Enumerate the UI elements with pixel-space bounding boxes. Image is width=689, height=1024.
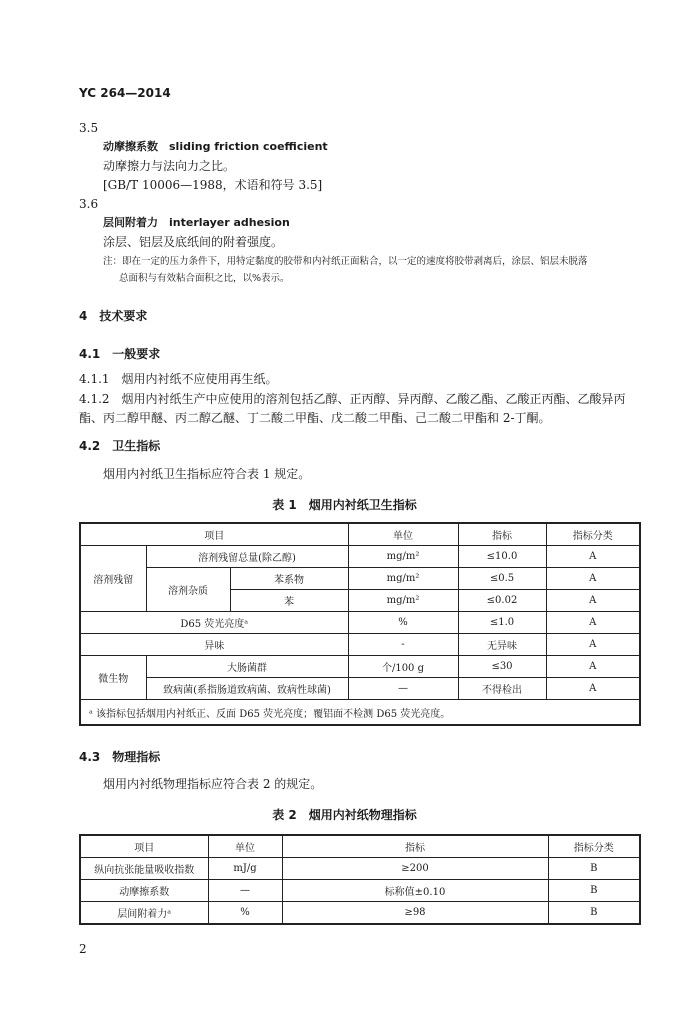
unit-cell: % [348,612,458,634]
table-2 [79,834,641,925]
item-cell: 大肠菌群 [146,656,348,678]
class-cell: B [548,902,640,925]
index-cell: ≤0.02 [458,590,546,612]
impurity-group-cell: 溶剂杂质 [146,568,230,612]
table-row [80,612,640,634]
clause-4-1-2-line2: 酯、丙二醇甲醚、丙二醇乙醚、丁二酸二甲酯、戊二酸二甲酯、己二酸二甲酯和 2-丁酮。 [79,411,551,425]
item-cell: 致病菌(系指肠道致病菌、致病性球菌) [146,678,348,700]
class-cell: B [548,858,640,880]
clause-3-6-note-line2: 总面积与有效粘合面积之比，以%表示。 [119,273,290,284]
index-cell: ≤10.0 [458,546,546,568]
table-2-head-class: 指标分类 [548,835,640,858]
index-cell: ≤0.5 [458,568,546,590]
clause-3-5-definition: 动摩擦力与法向力之比。 [103,159,236,173]
table-1-footnote: ᵃ 该指标包括烟用内衬纸正、反面 D65 荧光亮度；覆铝面不检测 D65 荧光亮度。 [80,700,640,726]
table-1-head-unit: 单位 [348,523,458,546]
table-row [80,568,640,590]
unit-cell: mJ/g [208,858,282,880]
table-row [80,656,640,678]
solvent-group-cell: 溶剂残留 [80,546,146,612]
index-cell: 无异味 [458,634,546,656]
section-4-3-heading: 4.3 物理指标 [79,750,161,764]
table-row [80,880,640,902]
unit-cell: mg/m² [348,590,458,612]
index-cell: ≤30 [458,656,546,678]
table-2-header-row [80,835,640,858]
index-cell: 不得检出 [458,678,546,700]
section-4-heading: 4 技术要求 [79,309,148,323]
table-1 [79,522,641,726]
clause-3-6-definition: 涂层、铝层及底纸间的附着强度。 [103,235,284,249]
clause-3-5-source: [GB/T 10006—1988，术语和符号 3.5] [103,178,323,192]
table-row [80,858,640,880]
section-4-2-text: 烟用内衬纸卫生指标应符合表 1 规定。 [103,467,311,481]
table-1-footnote-row [80,700,640,726]
index-cell: ≥98 [282,902,548,925]
index-cell: 标称值±0.10 [282,880,548,902]
class-cell: A [546,656,640,678]
table-row [80,546,640,568]
unit-cell: - [348,634,458,656]
clause-3-5-term: 动摩擦系数 sliding friction coefficient [103,140,328,153]
clause-3-6-term: 层间附着力 interlayer adhesion [103,216,290,229]
unit-cell: — [208,880,282,902]
page-number: 2 [79,942,87,956]
table-1-head-class: 指标分类 [546,523,640,546]
class-cell: B [548,880,640,902]
section-4-2-heading: 4.2 卫生指标 [79,439,161,453]
table-row [80,634,640,656]
item-cell: 动摩擦系数 [80,880,208,902]
table-1-head-index: 指标 [458,523,546,546]
clause-3-5-number: 3.5 [79,121,99,135]
unit-cell: 个/100 g [348,656,458,678]
item-cell: 异味 [80,634,348,656]
class-cell: A [546,568,640,590]
class-cell: A [546,634,640,656]
class-cell: A [546,612,640,634]
table-2-caption: 表 2 烟用内衬纸物理指标 [272,808,417,822]
clause-4-1-2-line1: 4.1.2 烟用内衬纸生产中应使用的溶剂包括乙醇、正丙醇、异丙醇、乙酸乙酯、乙酸正丙酯、乙酸异丙 [79,392,626,406]
unit-cell: % [208,902,282,925]
table-2-head-index: 指标 [282,835,548,858]
table-1-head-item: 项目 [80,523,348,546]
table-row [80,902,640,925]
table-1-caption: 表 1 烟用内衬纸卫生指标 [272,498,417,512]
index-cell: ≥200 [282,858,548,880]
table-1-header-row [80,523,640,546]
class-cell: A [546,590,640,612]
class-cell: A [546,546,640,568]
class-cell: A [546,678,640,700]
item-cell: 层间附着力ᵃ [80,902,208,925]
doc-code: YC 264—2014 [79,86,171,100]
item-cell: D65 荧光亮度ᵃ [80,612,348,634]
item-cell: 苯 [230,590,348,612]
section-4-1-heading: 4.1 一般要求 [79,347,161,361]
item-cell: 苯系物 [230,568,348,590]
section-4-3-text: 烟用内衬纸物理指标应符合表 2 的规定。 [103,777,323,791]
unit-cell: mg/m² [348,568,458,590]
item-cell: 纵向抗张能量吸收指数 [80,858,208,880]
index-cell: ≤1.0 [458,612,546,634]
table-2-head-item: 项目 [80,835,208,858]
item-cell: 溶剂残留总量(除乙醇) [146,546,348,568]
unit-cell: mg/m² [348,546,458,568]
clause-3-6-note-line1: 注：即在一定的压力条件下，用特定黏度的胶带和内衬纸正面粘合，以一定的速度将胶带剥离后，涂层、铝层未脱落 [103,256,588,267]
clause-3-6-number: 3.6 [79,197,99,211]
table-row [80,678,640,700]
micro-group-cell: 微生物 [80,656,146,700]
clause-4-1-1: 4.1.1 烟用内衬纸不应使用再生纸。 [79,372,278,386]
unit-cell: — [348,678,458,700]
table-2-head-unit: 单位 [208,835,282,858]
